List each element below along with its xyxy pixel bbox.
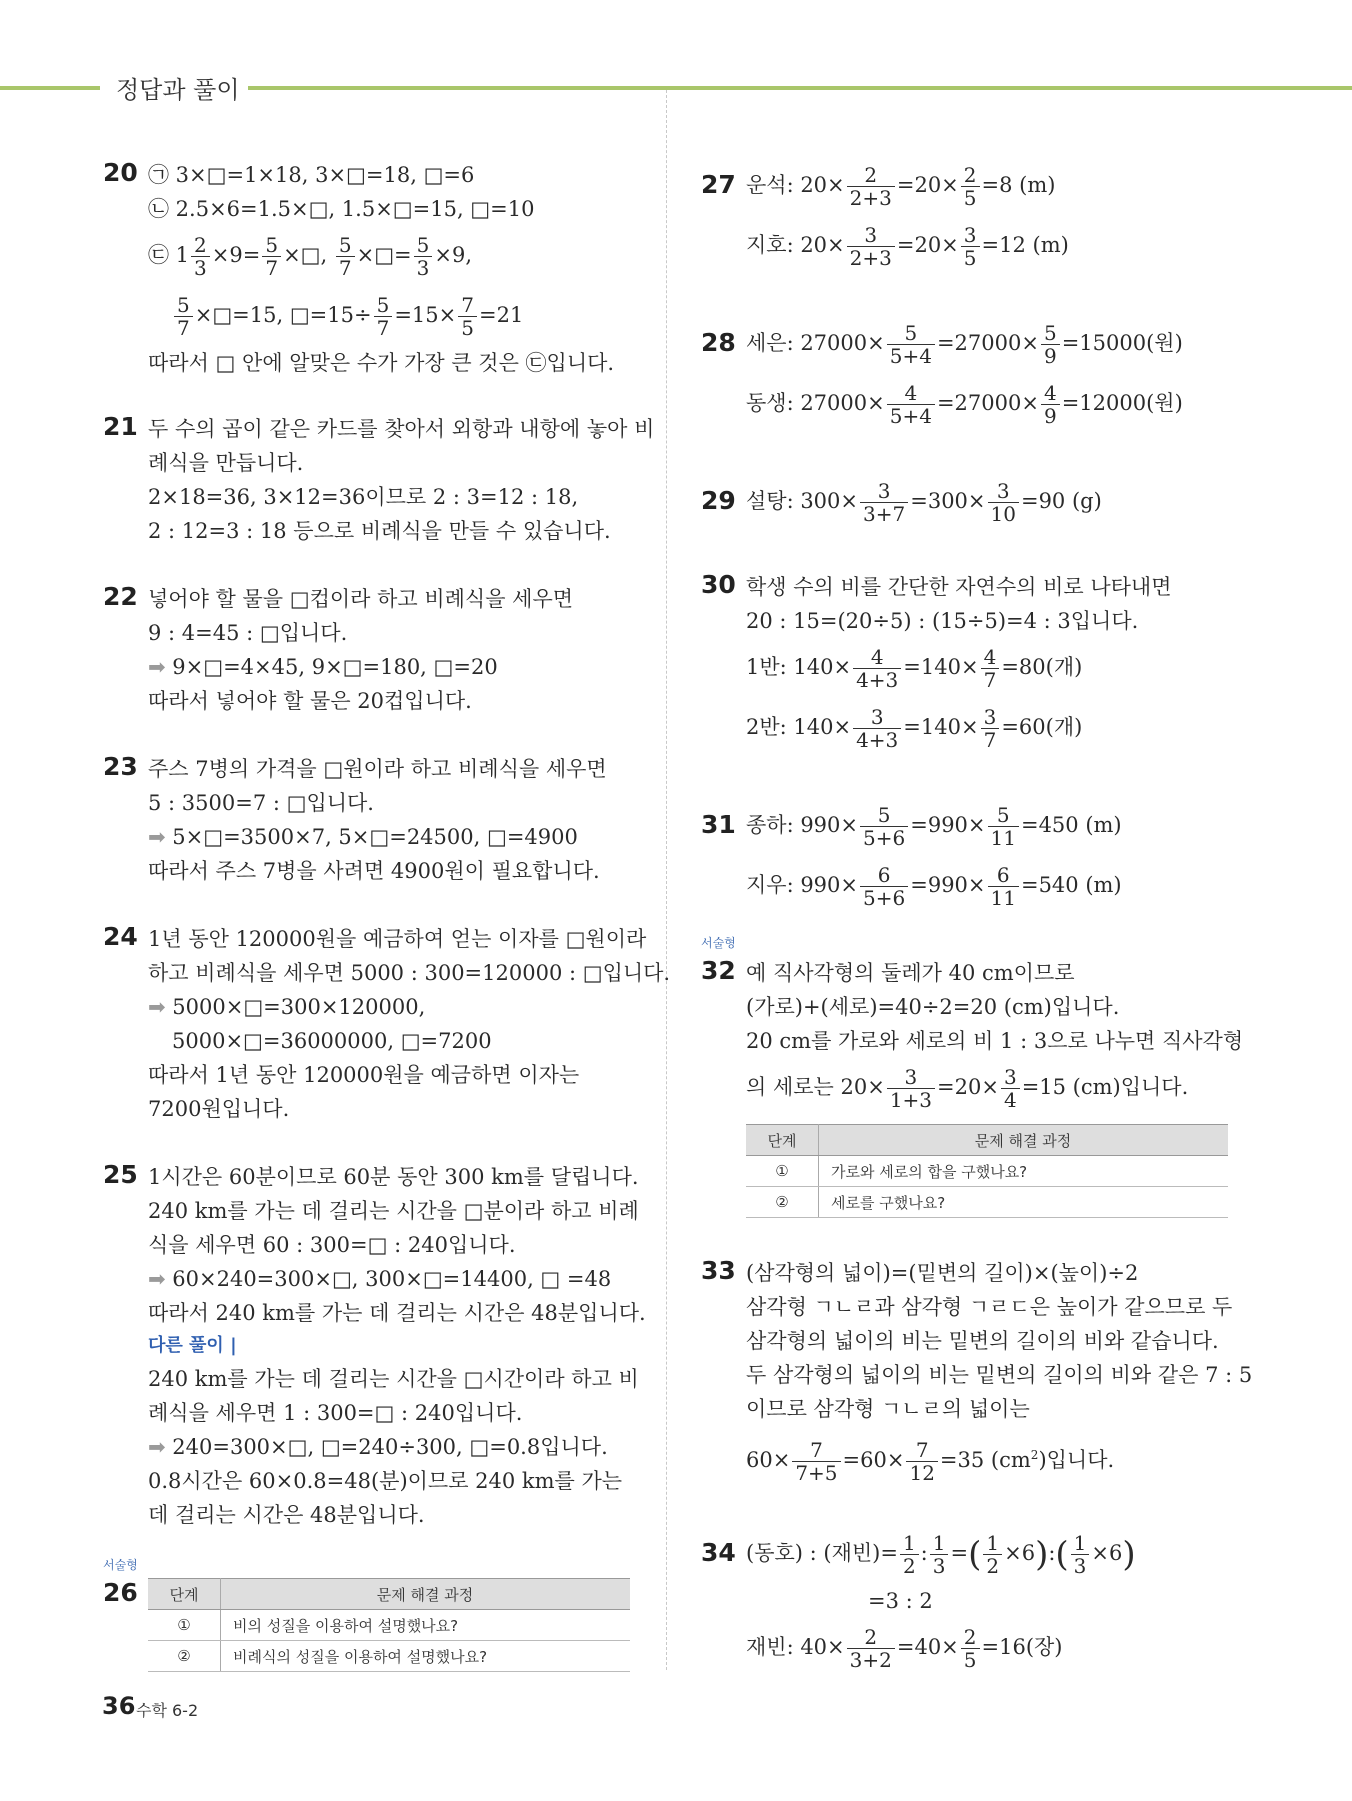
problem-number: 23 bbox=[103, 752, 138, 781]
fraction: $\frac{5}{7}$ bbox=[374, 294, 393, 339]
fraction: $\frac{5}{3}$ bbox=[414, 234, 433, 279]
problem-25 bbox=[103, 1160, 646, 1532]
text: 60×240=300×□, 300×□=14400, □ =48 bbox=[172, 1267, 612, 1291]
problem-21 bbox=[103, 412, 655, 548]
answer-line: 0.8시간은 60×0.8=48(분)이므로 240 km를 가는 bbox=[148, 1469, 623, 1493]
text: 5×□=3500×7, 5×□=24500, □=4900 bbox=[172, 825, 578, 849]
answer-line: =3 : 2 bbox=[868, 1589, 933, 1613]
text: ×9, bbox=[434, 243, 473, 267]
problem-32 bbox=[701, 936, 1244, 1218]
text: =20× bbox=[896, 173, 959, 197]
header-rule-left bbox=[0, 86, 100, 90]
text: =90 (g) bbox=[1020, 489, 1102, 513]
text: =12 (m) bbox=[981, 233, 1069, 257]
text: =140× bbox=[903, 655, 979, 679]
text: ×□= bbox=[356, 243, 412, 267]
answer-line-fraction bbox=[746, 796, 1122, 856]
text: =60(개) bbox=[1001, 715, 1083, 739]
table-header: 단계 bbox=[148, 1579, 221, 1610]
fraction: $\frac{5}{7}$ bbox=[174, 294, 193, 339]
text: 설탕: 300× bbox=[746, 489, 859, 513]
answer-line: 1년 동안 120000원을 예금하여 얻는 이자를 □원이라 bbox=[148, 927, 647, 951]
answer-line-fraction bbox=[148, 286, 614, 346]
problem-number: 34 bbox=[701, 1538, 736, 1567]
text: =450 (m) bbox=[1020, 813, 1122, 837]
text: ×6 bbox=[1091, 1541, 1123, 1565]
problem-33 bbox=[701, 1256, 1253, 1486]
answer-line: 례식을 만듭니다. bbox=[148, 451, 304, 475]
problem-26 bbox=[103, 1558, 630, 1672]
answer-line: 삼각형 ㄱㄴㄹ과 삼각형 ㄱㄹㄷ은 높이가 같으므로 두 bbox=[746, 1295, 1233, 1319]
answer-line-fraction bbox=[746, 1058, 1243, 1118]
problem-22 bbox=[103, 582, 574, 718]
arrow-icon: ➡ bbox=[148, 825, 173, 849]
problem-number: 27 bbox=[701, 170, 736, 199]
answer-line: 240 km를 가는 데 걸리는 시간을 □분이라 하고 비례 bbox=[148, 1199, 639, 1223]
text: ×□=15, □=15÷ bbox=[194, 303, 372, 327]
table-row bbox=[148, 1610, 630, 1641]
fraction: $\frac{7}{5}$ bbox=[458, 294, 477, 339]
text: =540 (m) bbox=[1020, 873, 1122, 897]
fraction: $\frac{2}{2+3}$ bbox=[847, 164, 895, 209]
text: =15000(원) bbox=[1061, 331, 1183, 355]
text: =21 bbox=[478, 303, 524, 327]
answer-line bbox=[148, 820, 607, 854]
answer-line-fraction bbox=[746, 314, 1183, 374]
fraction: $\frac{1}{3}$ bbox=[1071, 1532, 1090, 1577]
answer-line-fraction bbox=[746, 156, 1069, 216]
answer-line: 240 km를 가는 데 걸리는 시간을 □시간이라 하고 비 bbox=[148, 1367, 639, 1391]
table-cell: ① bbox=[148, 1610, 221, 1641]
answer-line: 넣어야 할 물을 □컵이라 하고 비례식을 세우면 bbox=[148, 587, 574, 611]
arrow-icon: ➡ bbox=[148, 1267, 173, 1291]
answer-line: 1시간은 60분이므로 60분 동안 300 km를 달립니다. bbox=[148, 1165, 639, 1189]
answer-line: 따라서 넣어야 할 물은 20컵입니다. bbox=[148, 689, 472, 713]
answer-line-fraction bbox=[148, 226, 614, 286]
fraction: $\frac{1}{2}$ bbox=[900, 1532, 919, 1577]
text: =60× bbox=[842, 1448, 905, 1472]
answer-line: 5 : 3500=7 : □입니다. bbox=[148, 791, 374, 815]
answer-line: (가로)+(세로)=40÷2=20 (cm)입니다. bbox=[746, 995, 1120, 1019]
fraction: $\frac{3}{1+3}$ bbox=[887, 1066, 935, 1111]
text: 60× bbox=[746, 1448, 791, 1472]
fraction: $\frac{4}{9}$ bbox=[1041, 382, 1060, 427]
answer-line: 식을 세우면 60 : 300=□ : 240입니다. bbox=[148, 1233, 516, 1257]
superscript: 2 bbox=[1030, 1448, 1039, 1462]
fraction: $\frac{3}{7}$ bbox=[981, 706, 1000, 751]
answer-line-fraction bbox=[746, 472, 1102, 532]
arrow-icon: ➡ bbox=[148, 1435, 173, 1459]
fraction: $\frac{4}{7}$ bbox=[981, 646, 1000, 691]
answer-line: 따라서 주스 7병을 사려면 4900원이 필요합니다. bbox=[148, 859, 600, 883]
fraction: $\frac{5}{5+6}$ bbox=[860, 804, 908, 849]
answer-line-fraction bbox=[746, 1426, 1252, 1486]
problem-number: 21 bbox=[103, 412, 138, 441]
answer-line: 따라서 □ 안에 알맞은 수가 가장 큰 것은 ㉢입니다. bbox=[148, 351, 615, 375]
problem-23 bbox=[103, 752, 607, 888]
fraction: $\frac{5}{7}$ bbox=[336, 234, 355, 279]
page-header-title: 정답과 풀이 bbox=[116, 76, 240, 104]
table-cell: ② bbox=[746, 1187, 819, 1218]
text: 세은: 27000× bbox=[746, 331, 885, 355]
fraction: $\frac{2}{3+2}$ bbox=[847, 1626, 895, 1671]
problem-number: 20 bbox=[103, 158, 138, 187]
text: ×9= bbox=[211, 243, 261, 267]
answer-line-fraction bbox=[746, 698, 1171, 758]
problem-34 bbox=[701, 1524, 1136, 1678]
answer-line-fraction bbox=[746, 1524, 1136, 1584]
fraction: $\frac{4}{4+3}$ bbox=[853, 646, 901, 691]
text: 의 세로는 20× bbox=[746, 1075, 885, 1099]
answer-line: 학생 수의 비를 간단한 자연수의 비로 나타내면 bbox=[746, 575, 1172, 599]
text: 운석: 20× bbox=[746, 173, 845, 197]
text: =27000× bbox=[936, 331, 1039, 355]
fraction: $\frac{1}{2}$ bbox=[983, 1532, 1002, 1577]
answer-line: 데 걸리는 시간은 48분입니다. bbox=[148, 1503, 425, 1527]
answer-line bbox=[148, 650, 573, 684]
text: =80(개) bbox=[1001, 655, 1083, 679]
text: ×6 bbox=[1004, 1541, 1036, 1565]
problem-20 bbox=[103, 158, 615, 380]
fraction: $\frac{2}{5}$ bbox=[961, 164, 980, 209]
scoring-table bbox=[148, 1578, 630, 1672]
fraction: $\frac{5}{5+4}$ bbox=[887, 322, 935, 367]
problem-27 bbox=[701, 156, 1069, 276]
fraction: $\frac{3}{3+7}$ bbox=[860, 480, 908, 525]
column-divider bbox=[666, 90, 667, 1670]
problem-28 bbox=[701, 314, 1183, 434]
answer-line: 따라서 240 km를 가는 데 걸리는 시간은 48분입니다. bbox=[148, 1301, 646, 1325]
table-cell: ① bbox=[746, 1156, 819, 1187]
text: )입니다. bbox=[1038, 1448, 1115, 1472]
answer-line: 례식을 세우면 1 : 300=□ : 240입니다. bbox=[148, 1401, 523, 1425]
problem-number: 24 bbox=[103, 922, 138, 951]
answer-line: 삼각형의 넓이의 비는 밑변의 길이의 비와 같습니다. bbox=[746, 1329, 1219, 1353]
fraction: $\frac{5}{11}$ bbox=[988, 804, 1019, 849]
fraction: $\frac{7}{7+5}$ bbox=[792, 1439, 840, 1484]
text: =140× bbox=[903, 715, 979, 739]
text: =15 (cm)입니다. bbox=[1021, 1075, 1189, 1099]
problem-29 bbox=[701, 472, 1102, 532]
text: =27000× bbox=[936, 391, 1039, 415]
table-row bbox=[746, 1156, 1228, 1187]
text: (동호) : (재빈)= bbox=[746, 1541, 898, 1565]
text: 동생: 27000× bbox=[746, 391, 885, 415]
answer-line: ㉠ 3×□=1×18, 3×□=18, □=6 bbox=[148, 163, 475, 187]
fraction: $\frac{5}{9}$ bbox=[1041, 322, 1060, 367]
text: 2반: 140× bbox=[746, 715, 852, 739]
scoring-table bbox=[746, 1124, 1228, 1218]
fraction: $\frac{2}{5}$ bbox=[961, 1626, 980, 1671]
text: =990× bbox=[910, 873, 986, 897]
text: : bbox=[1048, 1541, 1056, 1565]
paren: ( bbox=[968, 1534, 982, 1575]
fraction: $\frac{2}{3}$ bbox=[191, 234, 210, 279]
answer-line: 하고 비례식을 세우면 5000 : 300=120000 : □입니다. bbox=[148, 961, 671, 985]
problem-number: 30 bbox=[701, 570, 736, 599]
table-header: 문제 해결 과정 bbox=[819, 1125, 1229, 1156]
text: =20× bbox=[896, 233, 959, 257]
answer-line: 주스 7병의 가격을 □원이라 하고 비례식을 세우면 bbox=[148, 757, 607, 781]
answer-line bbox=[148, 1430, 646, 1464]
text: : bbox=[920, 1541, 928, 1565]
answer-line: 따라서 1년 동안 120000원을 예금하면 이자는 bbox=[148, 1063, 580, 1087]
fraction: $\frac{3}{5}$ bbox=[961, 224, 980, 269]
arrow-icon: ➡ bbox=[148, 995, 173, 1019]
text: 9×□=4×45, 9×□=180, □=20 bbox=[172, 655, 498, 679]
answer-line: 2 : 12=3 : 18 등으로 비례식을 만들 수 있습니다. bbox=[148, 519, 611, 543]
table-cell: 비의 성질을 이용하여 설명했나요? bbox=[221, 1610, 631, 1641]
answer-line: 두 삼각형의 넓이의 비는 밑변의 길이의 비와 같은 7 : 5 bbox=[746, 1363, 1253, 1387]
fraction: $\frac{3}{4+3}$ bbox=[853, 706, 901, 751]
problem-30 bbox=[701, 570, 1172, 758]
problem-number: 25 bbox=[103, 1160, 138, 1189]
text: ×□, bbox=[283, 243, 328, 267]
answer-line: 2×18=36, 3×12=36이므로 2 : 3=12 : 18, bbox=[148, 485, 579, 509]
answer-line: 5000×□=36000000, □=7200 bbox=[172, 1029, 492, 1053]
text: = bbox=[950, 1541, 969, 1565]
fraction: $\frac{5}{7}$ bbox=[262, 234, 281, 279]
fraction: $\frac{3}{2+3}$ bbox=[847, 224, 895, 269]
text: =8 (m) bbox=[981, 173, 1056, 197]
answer-line-fraction bbox=[746, 638, 1171, 698]
answer-line-fraction bbox=[746, 374, 1183, 434]
fraction: $\frac{3}{4}$ bbox=[1001, 1066, 1020, 1111]
table-row bbox=[148, 1641, 630, 1672]
text: 240=300×□, □=240÷300, □=0.8입니다. bbox=[172, 1435, 608, 1459]
problem-number: 29 bbox=[701, 486, 736, 515]
problem-number: 28 bbox=[701, 328, 736, 357]
answer-line: 이므로 삼각형 ㄱㄴㄹ의 넓이는 bbox=[746, 1397, 1030, 1421]
fraction: $\frac{6}{11}$ bbox=[988, 864, 1019, 909]
text: 5000×□=300×120000, bbox=[172, 995, 426, 1019]
answer-line: 20 : 15=(20÷5) : (15÷5)=4 : 3입니다. bbox=[746, 609, 1139, 633]
answer-line bbox=[148, 1262, 646, 1296]
text: 1반: 140× bbox=[746, 655, 852, 679]
alternative-solution-label: 다른 풀이 | bbox=[148, 1335, 237, 1356]
text: =15× bbox=[394, 303, 457, 327]
answer-line: ㉡ 2.5×6=1.5×□, 1.5×□=15, □=10 bbox=[148, 197, 535, 221]
paren: ) bbox=[1122, 1534, 1136, 1575]
table-cell: 가로와 세로의 합을 구했나요? bbox=[819, 1156, 1229, 1187]
paren: ( bbox=[1055, 1534, 1069, 1575]
answer-line-fraction bbox=[746, 856, 1122, 916]
text: =35 (cm bbox=[939, 1448, 1031, 1472]
fraction: $\frac{3}{10}$ bbox=[988, 480, 1019, 525]
answer-line: 두 수의 곱이 같은 카드를 찾아서 외항과 내항에 놓아 비 bbox=[148, 417, 655, 441]
text: =16(장) bbox=[981, 1635, 1063, 1659]
fraction: $\frac{6}{5+6}$ bbox=[860, 864, 908, 909]
header-rule-right bbox=[248, 86, 1352, 90]
fraction: $\frac{7}{12}$ bbox=[906, 1439, 937, 1484]
answer-line: 20 cm를 가로와 세로의 비 1 : 3으로 나누면 직사각형 bbox=[746, 1029, 1244, 1053]
table-cell: 세로를 구했나요? bbox=[819, 1187, 1229, 1218]
text: =20× bbox=[937, 1075, 999, 1099]
table-header: 문제 해결 과정 bbox=[221, 1579, 631, 1610]
arrow-icon: ➡ bbox=[148, 655, 173, 679]
text: 재빈: 40× bbox=[746, 1635, 845, 1659]
answer-line-fraction bbox=[746, 216, 1069, 276]
footer-subject: 수학 6-2 bbox=[136, 1701, 199, 1720]
problem-31 bbox=[701, 796, 1122, 916]
problem-number: 22 bbox=[103, 582, 138, 611]
fraction: $\frac{1}{3}$ bbox=[930, 1532, 949, 1577]
answer-line-fraction bbox=[746, 1618, 1136, 1678]
text: =12000(원) bbox=[1061, 391, 1183, 415]
table-cell: ② bbox=[148, 1641, 221, 1672]
text: =300× bbox=[910, 489, 986, 513]
text: 종하: 990× bbox=[746, 813, 859, 837]
answer-line bbox=[148, 990, 670, 1024]
problem-number: 31 bbox=[701, 810, 736, 839]
problem-number: 33 bbox=[701, 1256, 736, 1285]
descriptive-tag: 서술형 bbox=[701, 936, 736, 950]
answer-line: 7200원입니다. bbox=[148, 1097, 290, 1121]
problem-number: 26 bbox=[103, 1578, 138, 1607]
table-cell: 비례식의 성질을 이용하여 설명했나요? bbox=[221, 1641, 631, 1672]
text: 지호: 20× bbox=[746, 233, 845, 257]
problem-number: 32 bbox=[701, 956, 736, 985]
page-number: 36 bbox=[102, 1692, 136, 1720]
problem-24 bbox=[103, 922, 671, 1126]
descriptive-tag: 서술형 bbox=[103, 1558, 138, 1572]
answer-line: 9 : 4=45 : □입니다. bbox=[148, 621, 348, 645]
fraction: $\frac{4}{5+4}$ bbox=[887, 382, 935, 427]
table-header: 단계 bbox=[746, 1125, 819, 1156]
text: =40× bbox=[896, 1635, 959, 1659]
text: 지우: 990× bbox=[746, 873, 859, 897]
text: =990× bbox=[910, 813, 986, 837]
answer-line: (삼각형의 넓이)=(밑변의 길이)×(높이)÷2 bbox=[746, 1261, 1139, 1285]
paren: ) bbox=[1035, 1534, 1049, 1575]
table-row bbox=[746, 1187, 1228, 1218]
answer-line: 예 직사각형의 둘레가 40 cm이므로 bbox=[746, 961, 1075, 985]
text: ㉢ 1 bbox=[148, 243, 190, 267]
